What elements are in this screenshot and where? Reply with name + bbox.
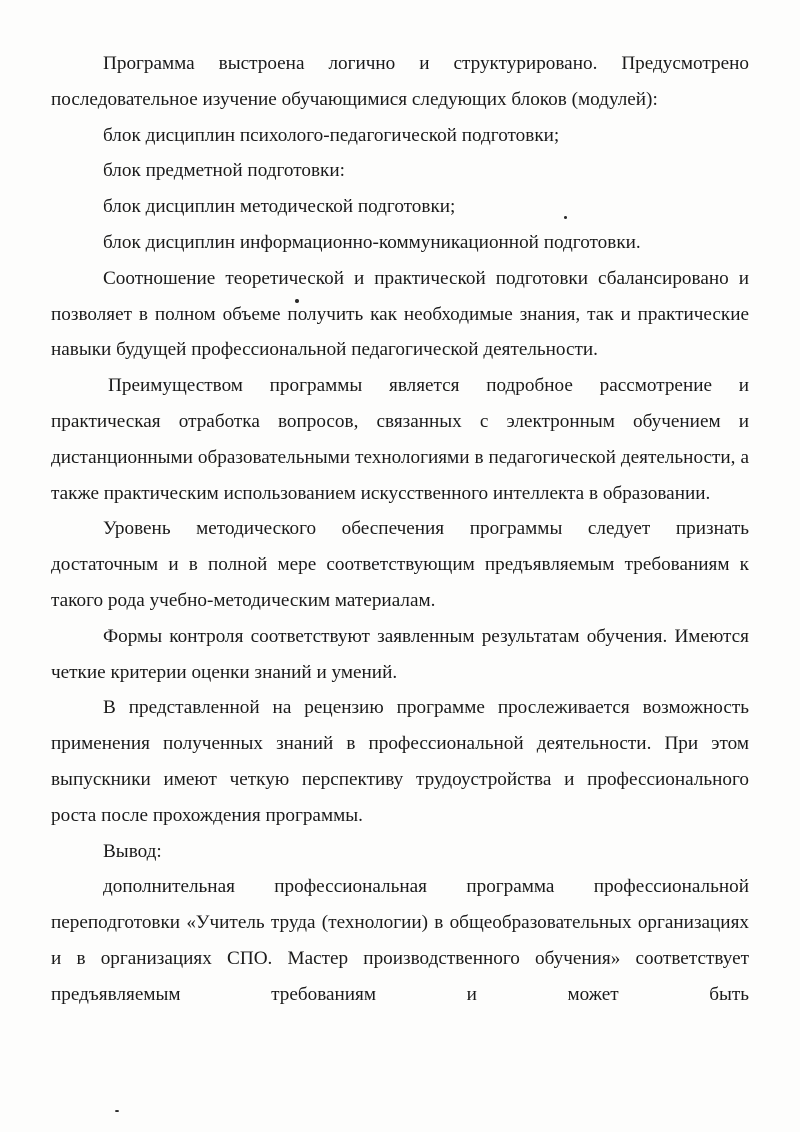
paragraph-theory-practice-balance: Соотношение теоретической и практической подготовки сбалансировано и позволяет в полном объеме получить как необходимые знания, так и практические навыки будущей профессиональной педагогической деятельности. (51, 267, 749, 361)
paragraph-methodical-support: Уровень методического обеспечения программы следует признать достаточным и в полной мере соответствующим предъявляемым требованиям к такого рода учебно-методическим материалам. (51, 518, 749, 611)
list-item-ict-block: блок дисциплин информационно-коммуникационной подготовки. (103, 231, 641, 253)
paragraph-program-structure: Программа выстроена логично и структурировано. Предусмотрено последовательное изучение обучающимися следующих блоков (модулей): (51, 53, 749, 110)
paragraph-knowledge-application: В представленной на рецензию программе прослеживается возможность применения полученных знаний в профессиональной деятельности. При этом выпускники имеют четкую перспективу трудоустройства и профессионального роста после прохождения программы. (51, 697, 749, 826)
conclusion-heading: Вывод: (103, 840, 162, 862)
paragraph-program-advantage: Преимуществом программы является подробное рассмотрение и практическая отработка вопросов, связанных с электронным обучением и дистанционными образовательными технологиями в педагогической деятельности, а также практическим использованием искусственного интеллекта в образовании. (51, 375, 749, 504)
scan-speck (295, 299, 299, 303)
paragraph-conclusion: дополнительная профессиональная программа профессиональной переподготовки «Учитель труда (технологии) в общеобразовательных организациях и в организациях СПО. Мастер производственного обучения» соответствует предъявляемым требованиям и может быть (51, 876, 749, 1005)
scan-speck (115, 1110, 119, 1112)
document-body (51, 46, 749, 1013)
list-item-subject-block: блок предметной подготовки: (103, 160, 345, 182)
list-item-psych-ped-block: блок дисциплин психолого-педагогической подготовки; (103, 124, 560, 146)
scan-speck (564, 216, 567, 219)
list-item-methodical-block: блок дисциплин методической подготовки; (103, 196, 456, 218)
paragraph-control-forms: Формы контроля соответствуют заявленным результатам обучения. Имеются четкие критерии оценки знаний и умений. (51, 625, 749, 683)
